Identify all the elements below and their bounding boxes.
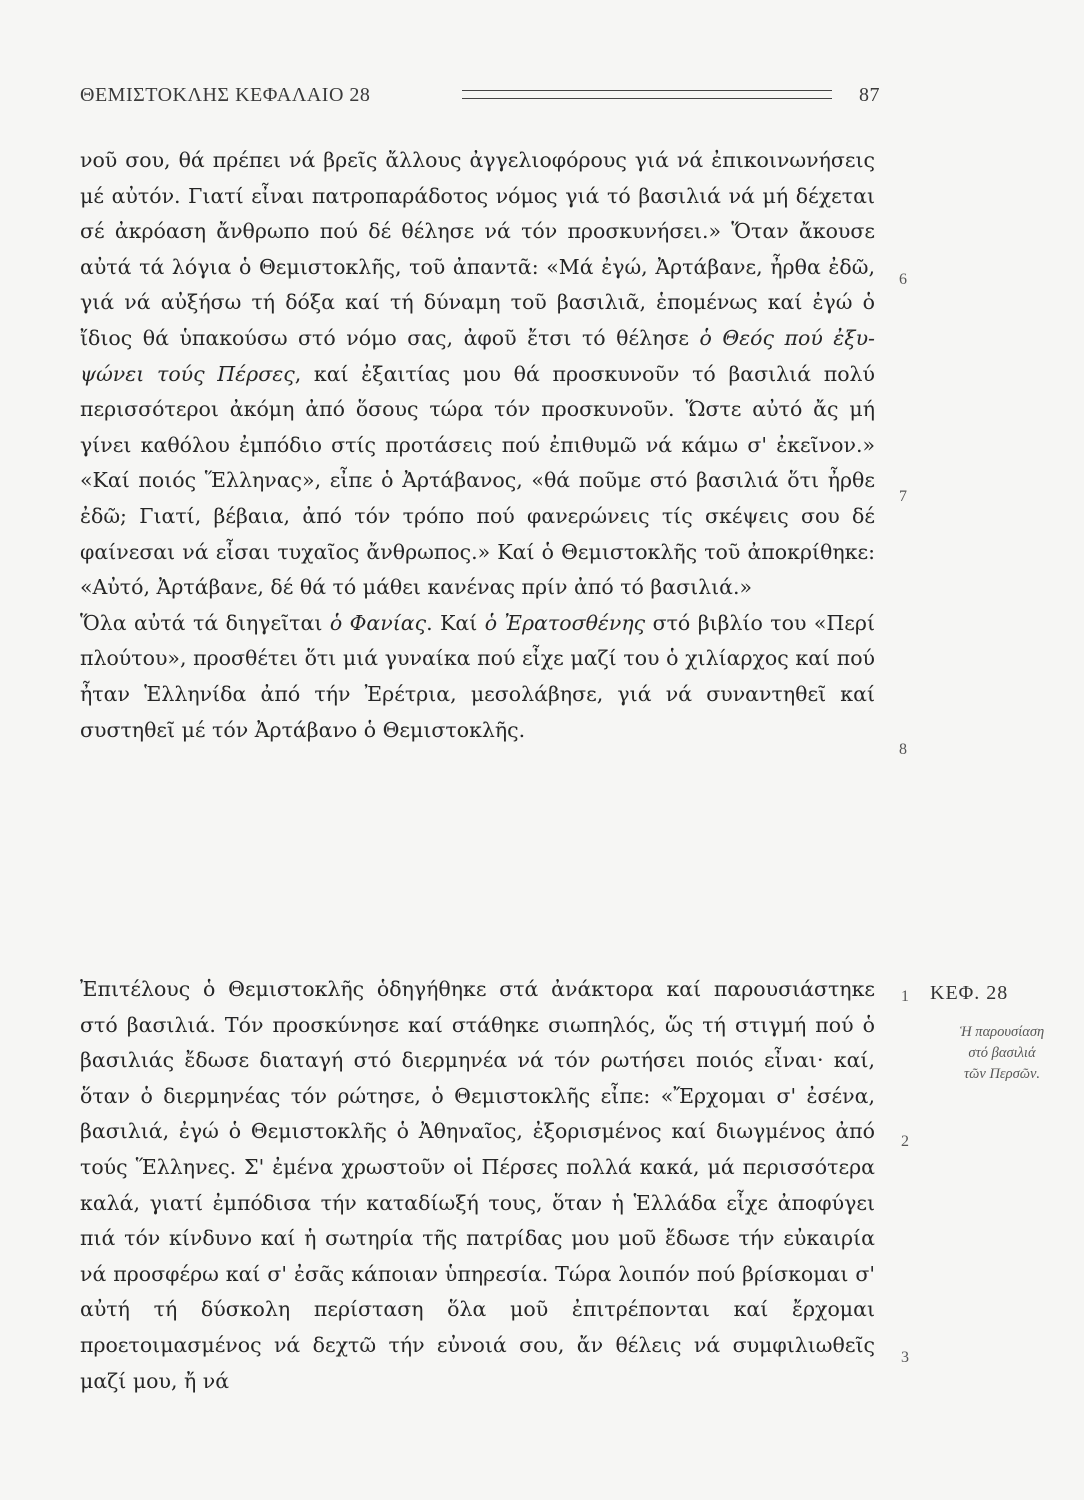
line-marker-8: 8: [899, 741, 907, 758]
summary-line: τῶν Περσῶν.: [963, 1066, 1041, 1082]
line-marker-6: 6: [899, 271, 907, 288]
text-run: στό βιβλίο του «Περί πλούτου», προσθέτει ὅτι μιά γυναίκα πού εἶχε μαζί του ὁ χιλίαρχος καί πού ἦταν Ἑλληνίδα ἀπό τήν Ἐρέτρια, μεσολάβησε, γιά νά συναντηθεῖ καί συστηθεῖ μέ τόν Ἀρτάβανο ὁ Θεμιστοκλῆς.: [80, 610, 875, 742]
line-marker-1: 1: [901, 988, 909, 1005]
text-run: νοῦ σου, θά πρέπει νά βρεῖς ἄλλους ἀγγελιοφόρους γιά νά ἐπικοινωνήσεις μέ αὐτόν. Γιατί εἶναι πατροπαράδοτος νόμος γιά τό βασιλιά νά μή δέχεται σέ ἀκρόαση ἄνθρωπο πού δέ θέλησε νά τόν προσκυνήσει.» Ὅταν ἄκουσε αὐτά τά λόγια ὁ Θεμιστοκλῆς, τοῦ ἀπαντᾶ: «Μά ἐγώ, Ἀρτάβανε, ἦρθα ἐδῶ, γιά νά αὐξήσω τή δόξα καί τή δύναμη τοῦ βασιλιᾶ, ἑπομένως καί ἐγώ ὁ ἴδιος θά ὑπακούσω στό νόμο σας, ἀφοῦ ἔτσι τό θέλησε: [80, 148, 875, 350]
summary-line: στό βασιλιά: [968, 1045, 1036, 1061]
text-run: Ὅλα αὐτά τά διηγεῖται: [80, 610, 330, 635]
margin-summary: [932, 1022, 1072, 1085]
running-header: [80, 84, 880, 114]
line-marker-2: 2: [901, 1133, 909, 1150]
summary-line: Ἡ παρουσίαση: [959, 1024, 1045, 1040]
italic-name: ὁ Ἐρατοσθένης: [484, 610, 646, 635]
italic-name: ὁ Θεός πού ἐξυψώνει τούς Πέρσες: [80, 325, 875, 386]
paragraph-3: Ἐπιτέλους ὁ Θεμιστοκλῆς ὁδηγήθηκε στά ἀνάκτορα καί παρουσιάστηκε στό βασιλιά. Τόν προσκύνησε καί στάθηκε σιωπηλός, ὥς τή στιγμή πού ὁ βασιλιάς ἔδωσε διαταγή στό διερμηνέα νά τόν ρωτήσει ποιός εἶναι· καί, ὅταν ὁ διερμηνέας τόν ρώτησε, ὁ Θεμιστοκλῆς εἶπε: «Ἔρχομαι σ' ἐσένα, βασιλιά, ἐγώ ὁ Θεμιστοκλῆς ὁ Ἀθηναῖος, ἐξορισμένος καί διωγμένος ἀπό τούς Ἕλληνες. Σ' ἐμένα χρωστοῦν οἱ Πέρσες πολλά κακά, μά περισσότερα καλά, γιατί ἐμπόδισα τήν καταδίωξή τους, ὅταν ἡ Ἑλλάδα εἶχε ἀποφύγει πιά τόν κίνδυνο καί ἡ σωτηρία τῆς πατρίδας μου μοῦ ἔδωσε τήν εὐκαιρία νά προσφέρω καί σ' ἐσᾶς κάποιαν ὑπηρεσία. Τώρα λοιπόν πού βρίσκομαι σ' αὐτή τή δύσκολη περίσταση ὅλα μοῦ ἐπιτρέπονται καί ἔρχομαι προετοιμασμένος νά δεχτῶ τήν εὐνοιά σου, ἄν θέλεις νά συμφιλιωθεῖς μαζί μου, ἤ νά: [80, 977, 875, 1393]
page-number: 87: [859, 84, 880, 106]
chapter-heading: ΚΕΦ. 28: [930, 982, 1009, 1004]
text-run: , καί ἐξαιτίας μου θά προσκυνοῦν τό βασιλιά πολύ περισσότεροι ἀκόμη ἀπό ὅσους τώρα τόν προσκυνοῦν. Ὥστε αὐτό ἄς μή γίνει καθόλου ἐμπόδιο στίς προτάσεις πού ἐπιθυμῶ νά κάμω σ' ἐκεῖνον.» «Καί ποιός Ἕλληνας», εἶπε ὁ Ἀρτάβανος, «θά ποῦμε στό βασιλιά ὅτι ἦρθε ἐδῶ; Γιατί, βέβαια, ἀπό τόν τρόπο πού φανερώνεις τίς σκέψεις σου δέ φαίνεσαι νά εἶσαι τυχαῖος ἄνθρωπος.» Καί ὁ Θεμιστοκλῆς τοῦ ἀποκρίθηκε: «Αὐτό, Ἀρτάβανε, δέ θά τό μάθει κανένας πρίν ἀπό τό βασιλιά.»: [80, 361, 876, 600]
section-1-text: [80, 143, 875, 748]
header-double-rule: [462, 90, 832, 99]
paragraph-1: [80, 143, 875, 606]
text-run: . Καί: [426, 610, 485, 635]
line-marker-7: 7: [899, 488, 907, 505]
italic-name: ὁ Φανίας: [329, 610, 427, 635]
line-marker-3: 3: [901, 1349, 909, 1366]
running-title: ΘΕΜΙΣΤΟΚΛΗΣ ΚΕΦΑΛΑΙΟ 28: [80, 84, 371, 106]
paragraph-2: [80, 606, 875, 748]
section-2-text: [80, 972, 875, 1399]
